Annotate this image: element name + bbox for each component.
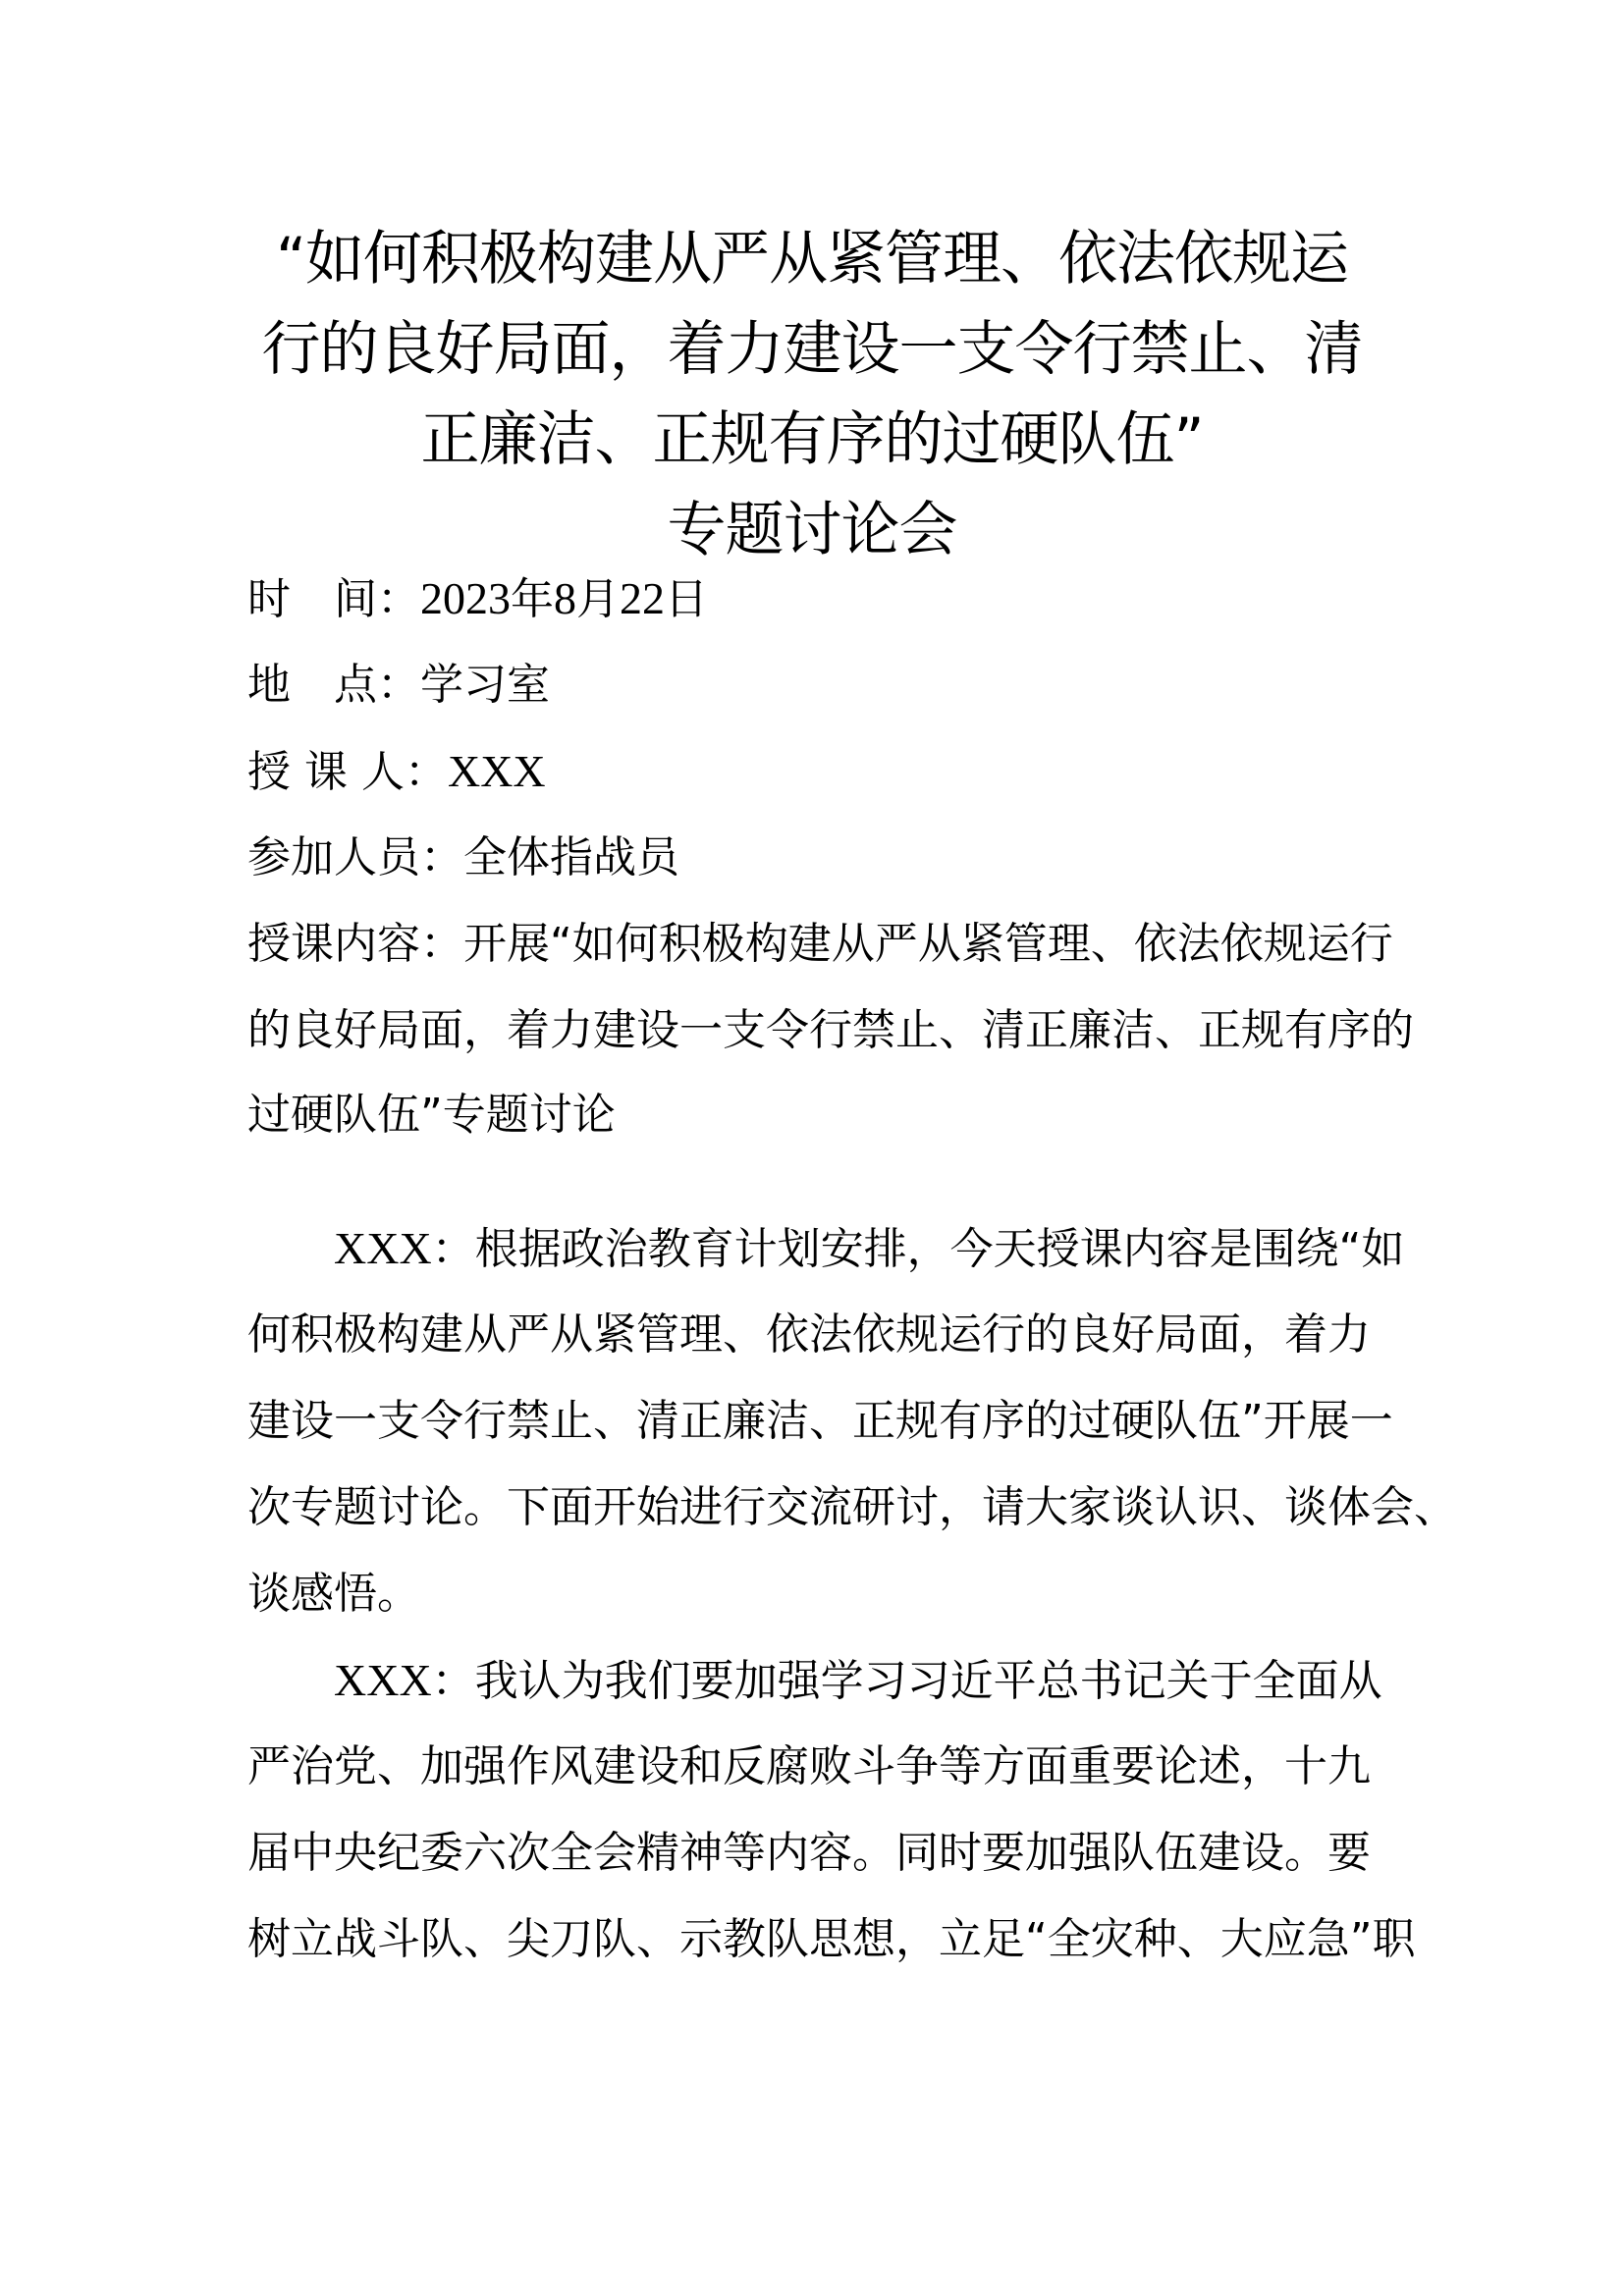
meta-content-label: 授课内容 <box>247 919 420 969</box>
meta-time-month: 8 <box>554 573 576 623</box>
paragraph-1-text-1: 根据政治教育计划安排，今天授课内容是围绕“如 <box>474 1224 1405 1274</box>
document-title <box>236 214 1388 575</box>
paragraph-1-sep: ： <box>431 1224 475 1274</box>
meta-content-line-1: 开展“如何积极构建从严从紧管理、依法依规运行 <box>463 919 1393 969</box>
meta-place-label: 地 点 <box>247 660 377 710</box>
paragraph-1-line-1 <box>247 1219 1483 1279</box>
paragraph-2-speaker: XXX <box>334 1655 432 1705</box>
title-line-2: 行的良好局面，着力建设一支令行禁止、清 <box>261 315 1363 384</box>
paragraph-1-line-4: 次专题讨论。下面开始进行交流研讨，请大家谈认识、谈体会、 <box>247 1482 1457 1532</box>
paragraph-1-line-5: 谈感悟。 <box>247 1569 420 1619</box>
meta-attendees-sep: ： <box>420 832 463 882</box>
meta-content <box>247 915 1393 974</box>
meta-place <box>247 656 1386 715</box>
meta-time <box>247 569 1386 629</box>
paragraph-2-line-2: 严治党、加强作风建设和反腐败斗争等方面重要论述，十九 <box>247 1741 1371 1791</box>
paragraph-2-line-4: 树立战斗队、尖刀队、示教队思想，立足“全灾种、大应急”职 <box>247 1914 1416 1964</box>
meta-attendees <box>247 828 1386 887</box>
meta-lecturer <box>247 742 1386 802</box>
meta-content-line-2: 的良好局面，着力建设一支令行禁止、清正廉洁、正规有序的 <box>247 1005 1414 1055</box>
meta-attendees-value: 全体指战员 <box>463 832 679 882</box>
meta-time-label: 时 间 <box>247 574 377 624</box>
meta-lecturer-value: XXX <box>447 746 546 796</box>
paragraph-1-speaker: XXX <box>334 1223 432 1273</box>
meta-content-line-3: 过硬队伍”专题讨论 <box>247 1090 616 1140</box>
meta-time-day-unit: 日 <box>665 574 708 624</box>
meta-time-month-unit: 月 <box>576 574 620 624</box>
title-line-3: 正廉洁、正规有序的过硬队伍” <box>420 405 1204 474</box>
meta-content-sep: ： <box>420 919 463 969</box>
title-line-1: “如何积极构建从严从紧管理、依法依规运 <box>275 225 1349 294</box>
paragraph-2-line-1 <box>247 1651 1483 1711</box>
paragraph-2-text-1: 我认为我们要加强学习习近平总书记关于全面从 <box>474 1656 1382 1706</box>
meta-time-day: 22 <box>620 573 665 623</box>
paragraph-2-line-3: 届中央纪委六次全会精神等内容。同时要加强队伍建设。要 <box>247 1828 1371 1878</box>
meta-lecturer-label: 授 课 人 <box>247 747 405 797</box>
paragraph-1-line-2: 何积极构建从严从紧管理、依法依规运行的良好局面，着力 <box>247 1309 1371 1360</box>
title-line-4: 专题讨论会 <box>667 496 957 564</box>
paragraph-2-sep: ： <box>431 1656 475 1706</box>
meta-place-sep: ： <box>377 660 420 710</box>
meta-time-year: 2023 <box>420 573 511 623</box>
meta-lecturer-sep: ： <box>404 747 448 797</box>
meta-time-sep: ： <box>377 574 420 624</box>
meta-time-year-unit: 年 <box>511 574 554 624</box>
meta-attendees-label: 参加人员 <box>247 832 420 882</box>
paragraph-1-line-3: 建设一支令行禁止、清正廉洁、正规有序的过硬队伍”开展一 <box>247 1396 1393 1446</box>
meta-place-value: 学习室 <box>420 660 550 710</box>
